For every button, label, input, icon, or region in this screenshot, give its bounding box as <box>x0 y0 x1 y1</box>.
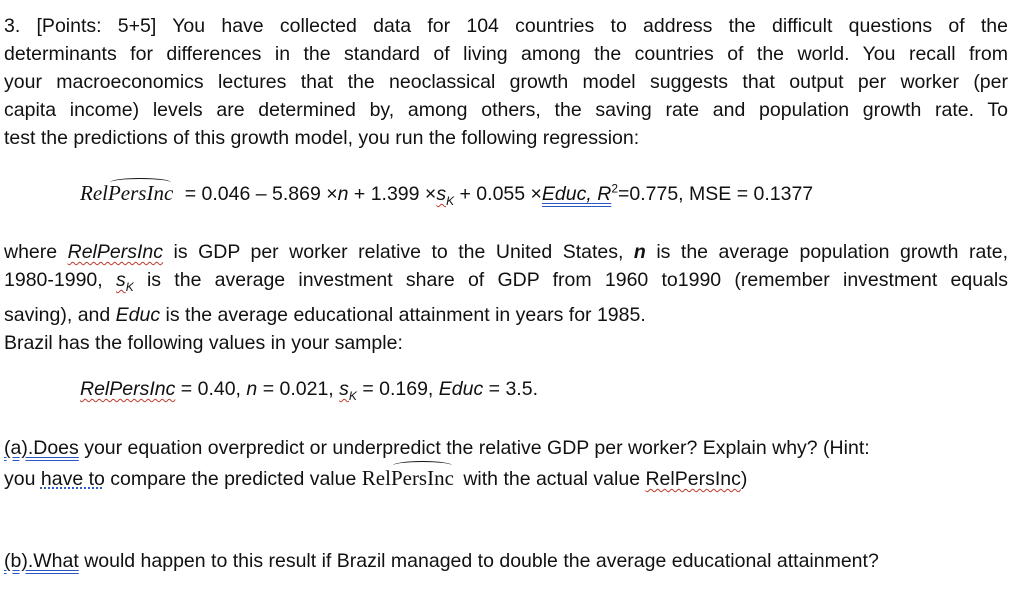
eq-term: + 0.055 × <box>459 183 542 205</box>
var-n: n <box>633 241 646 263</box>
lhs-variable: RelPersInc <box>80 181 174 205</box>
actual-value: RelPersInc <box>645 468 741 490</box>
question-paragraph <box>4 12 1008 152</box>
brazil-relpersinc: RelPersInc <box>80 378 176 400</box>
brazil-educ: Educ <box>438 378 484 400</box>
brazil-sk: $s_K$ <box>339 378 357 403</box>
brazil-values: RelPersInc = 0.40, n = 0.021, $s_K = 0.169$, Educ = 3.5. <box>80 378 538 403</box>
regression-equation <box>80 181 813 208</box>
eq-term: = 0.046 – 5.869 × <box>184 183 338 205</box>
brazil-n: n <box>246 378 258 400</box>
eq-term: =0.775, MSE = 0.1377 <box>618 183 814 205</box>
part-b <box>4 547 1008 575</box>
definitions-paragraph <box>4 238 1008 357</box>
var-sk: $s_K$ <box>115 269 134 294</box>
eq-var-n: n <box>337 183 349 205</box>
question-line: your macroeconomics lectures that the neoclassical growth model suggests that output per worker (per <box>4 71 1008 93</box>
part-a-label: (a).Does <box>4 437 79 459</box>
var-educ: Educ <box>115 303 161 326</box>
part-a-line: (a).Does your equation overpredict or underpredict the relative GDP per worker? Explain why? (Hint: <box>4 437 870 459</box>
definition-line: where RelPersInc is GDP per worker relative to the United States, n is the average population growth rate, <box>4 241 1009 263</box>
question-line: 3. [Points: 5+5] You have collected data for 104 countries to address the difficult questions of the <box>4 15 1008 37</box>
definition-line: 1980-1990, $s_K$ is the average investment share of GDP from 1960 to1990 (remember investment equals <box>4 269 1009 294</box>
eq-r2-sup: 2 <box>611 181 618 196</box>
question-line: test the predictions of this growth model, you run the following regression: <box>4 127 640 149</box>
eq-var-sk: $s_K$ <box>436 183 455 208</box>
definition-line: Brazil has the following values in your sample: <box>4 331 403 354</box>
var-relpersinc: RelPersInc <box>67 241 163 263</box>
part-a <box>4 434 1008 493</box>
part-b-label: (b).What <box>4 550 79 572</box>
part-a-line: you have to compare the predicted value RelPersInc with the actual value RelPersInc) <box>4 466 748 490</box>
question-line: determinants for differences in the standard of living among the countries of the world. You recall from <box>4 43 1008 65</box>
part-b-line: (b).What would happen to this result if Brazil managed to double the average educational attainment? <box>4 550 879 572</box>
definition-line: saving), and Educ is the average educational attainment in years for 1985. <box>4 303 646 326</box>
question-line: capita income) levels are determined by, among others, the saving rate and population growth rate. To <box>4 99 1008 121</box>
eq-var-educ: Educ, R <box>541 183 612 205</box>
eq-term: + 1.399 × <box>353 183 437 205</box>
predicted-value: RelPersInc <box>361 466 454 490</box>
